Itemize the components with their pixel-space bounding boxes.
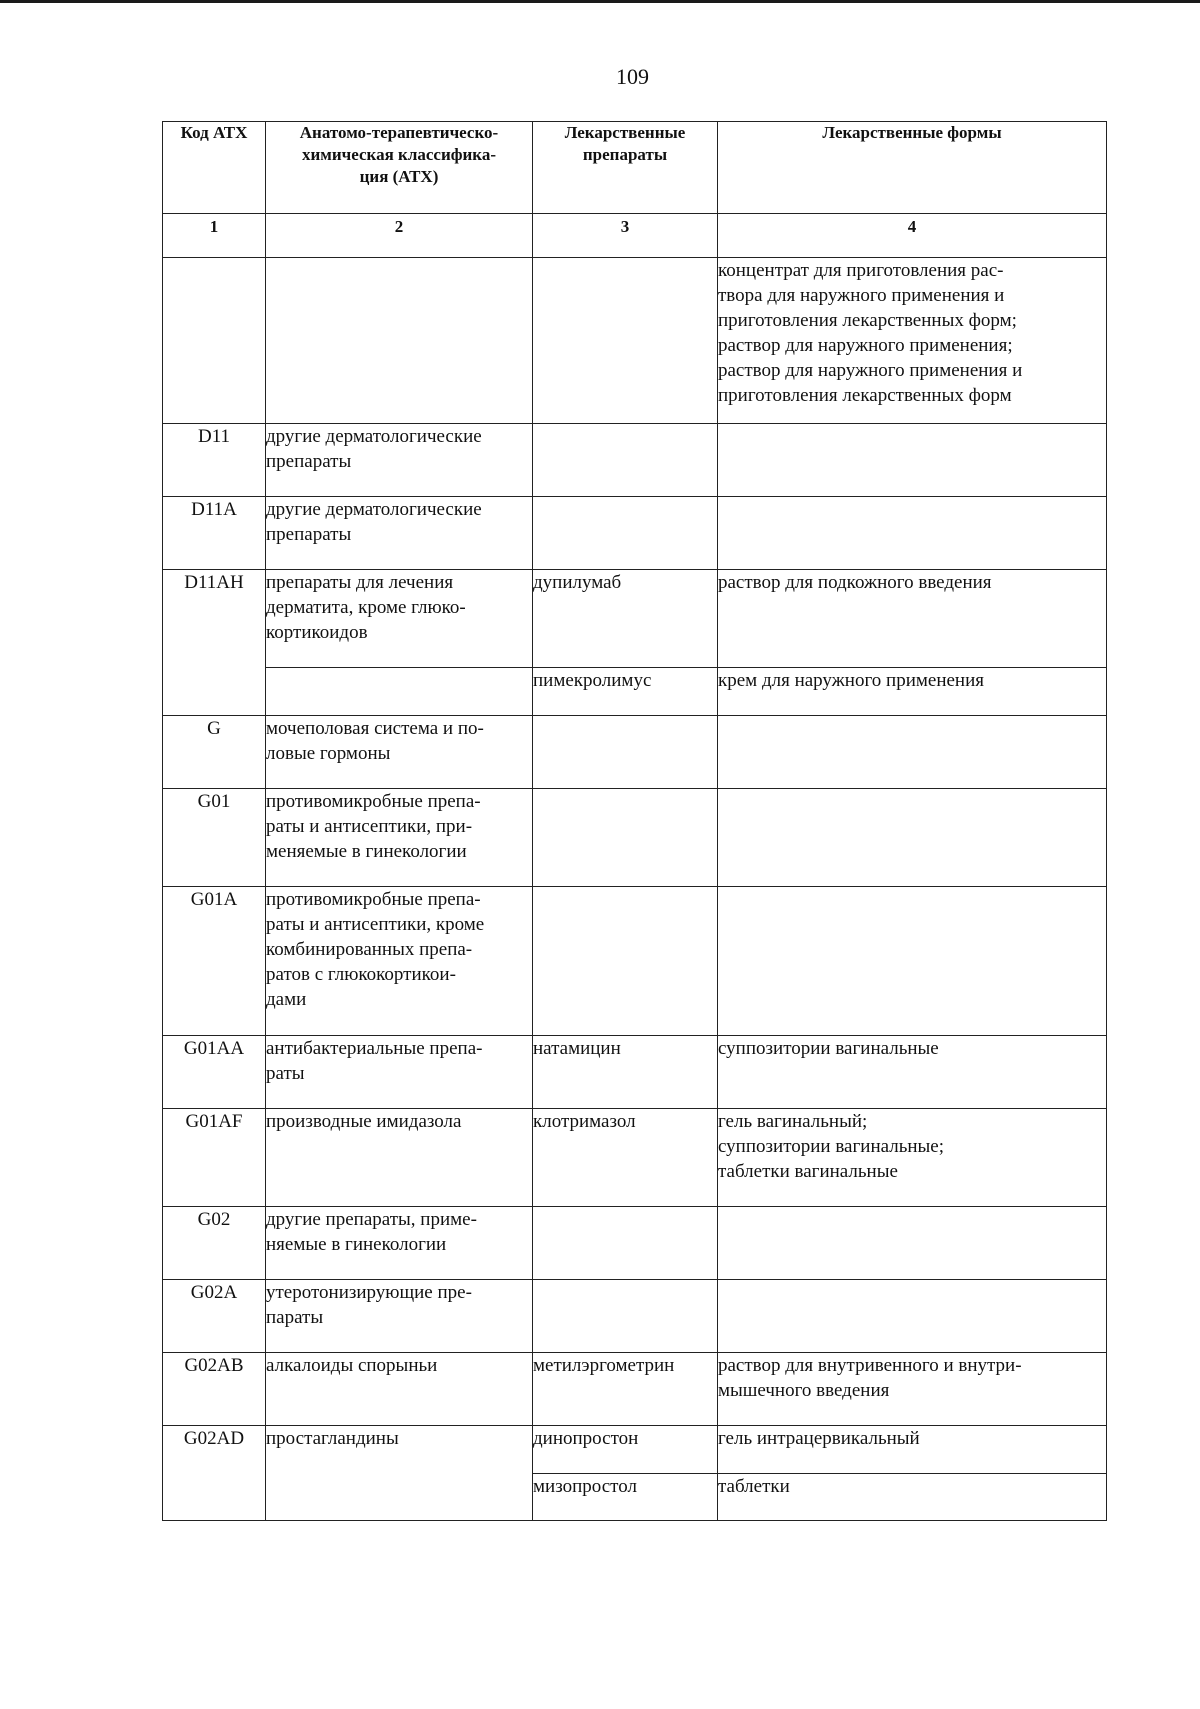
drug-name: пимекролимус	[533, 668, 718, 716]
table-row	[163, 570, 1107, 668]
column-number: 2	[266, 214, 533, 258]
drug-name	[533, 258, 718, 424]
header-forms: Лекарственные формы	[718, 122, 1107, 214]
table-row	[163, 789, 1107, 887]
atx-code: G01AA	[163, 1036, 266, 1109]
header-drugs: Лекарственные препараты	[533, 122, 718, 214]
dosage-forms: гель вагинальный; суппозитории вагинальные; таблетки вагинальные	[718, 1109, 1107, 1207]
drug-name	[533, 1207, 718, 1280]
dosage-forms: таблетки	[718, 1474, 1107, 1521]
table-row	[163, 668, 1107, 716]
drug-name: дупилумаб	[533, 570, 718, 668]
column-number-row	[163, 214, 1107, 258]
drug-name	[533, 789, 718, 887]
dosage-forms: крем для наружного применения	[718, 668, 1107, 716]
atx-classification: противомикробные препа- раты и антисептики, при- меняемые в гинекологии	[266, 789, 533, 887]
atx-code: D11AH	[163, 570, 266, 716]
dosage-forms: раствор для внутривенного и внутри- мышечного введения	[718, 1353, 1107, 1426]
header-row	[163, 122, 1107, 214]
table-row	[163, 1109, 1107, 1207]
header-classification: Анатомо-терапевтическо- химическая классифика- ция (АТХ)	[266, 122, 533, 214]
atx-table	[162, 121, 1107, 1521]
atx-classification: препараты для лечения дерматита, кроме глюко- кортикоидов	[266, 570, 533, 668]
atx-classification: алкалоиды спорыньи	[266, 1353, 533, 1426]
column-number: 1	[163, 214, 266, 258]
dosage-forms	[718, 497, 1107, 570]
table-row	[163, 887, 1107, 1036]
atx-classification: другие препараты, приме- няемые в гинекологии	[266, 1207, 533, 1280]
page-number: 109	[616, 64, 649, 89]
atx-classification: простагландины	[266, 1426, 533, 1521]
atx-code: G01A	[163, 887, 266, 1036]
drug-name: динопростон	[533, 1426, 718, 1474]
table-row	[163, 1426, 1107, 1474]
table-row	[163, 1207, 1107, 1280]
dosage-forms: гель интрацервикальный	[718, 1426, 1107, 1474]
atx-code: D11A	[163, 497, 266, 570]
drug-name: метилэргометрин	[533, 1353, 718, 1426]
table-row	[163, 716, 1107, 789]
table-row	[163, 497, 1107, 570]
atx-code: G02AB	[163, 1353, 266, 1426]
atx-classification: производные имидазола	[266, 1109, 533, 1207]
dosage-forms	[718, 789, 1107, 887]
dosage-forms: суппозитории вагинальные	[718, 1036, 1107, 1109]
table-row	[163, 1280, 1107, 1353]
drug-name: клотримазол	[533, 1109, 718, 1207]
atx-classification: утеротонизирующие пре- параты	[266, 1280, 533, 1353]
atx-classification	[266, 258, 533, 424]
atx-classification: другие дерматологические препараты	[266, 424, 533, 497]
top-border-line	[0, 0, 1200, 3]
atx-code: D11	[163, 424, 266, 497]
table-row	[163, 1036, 1107, 1109]
atx-code: G01AF	[163, 1109, 266, 1207]
drug-name	[533, 1280, 718, 1353]
dosage-forms	[718, 1207, 1107, 1280]
dosage-forms	[718, 424, 1107, 497]
atx-classification: противомикробные препа- раты и антисептики, кроме комбинированных препа- ратов с глюкокортикои- дами	[266, 887, 533, 1036]
atx-classification: другие дерматологические препараты	[266, 497, 533, 570]
dosage-forms	[718, 887, 1107, 1036]
column-number: 4	[718, 214, 1107, 258]
atx-code: G01	[163, 789, 266, 887]
atx-classification	[266, 668, 533, 716]
atx-code: G02A	[163, 1280, 266, 1353]
atx-classification: мочеполовая система и по- ловые гормоны	[266, 716, 533, 789]
atx-code: G02	[163, 1207, 266, 1280]
dosage-forms	[718, 1280, 1107, 1353]
dosage-forms: концентрат для приготовления рас- твора для наружного применения и приготовления лекарственных форм; раствор для наружного применения; раствор для наружного применения и приготовления лекарственных форм	[718, 258, 1107, 424]
drug-name	[533, 424, 718, 497]
dosage-forms: раствор для подкожного введения	[718, 570, 1107, 668]
table-row	[163, 258, 1107, 424]
header-code: Код АТХ	[163, 122, 266, 214]
atx-classification: антибактериальные препа- раты	[266, 1036, 533, 1109]
atx-code	[163, 258, 266, 424]
drug-name: натамицин	[533, 1036, 718, 1109]
atx-code: G	[163, 716, 266, 789]
table-row	[163, 1353, 1107, 1426]
column-number: 3	[533, 214, 718, 258]
table-row	[163, 424, 1107, 497]
atx-code: G02AD	[163, 1426, 266, 1521]
dosage-forms	[718, 716, 1107, 789]
drug-name	[533, 497, 718, 570]
drug-name	[533, 716, 718, 789]
drug-name	[533, 887, 718, 1036]
drug-name: мизопростол	[533, 1474, 718, 1521]
